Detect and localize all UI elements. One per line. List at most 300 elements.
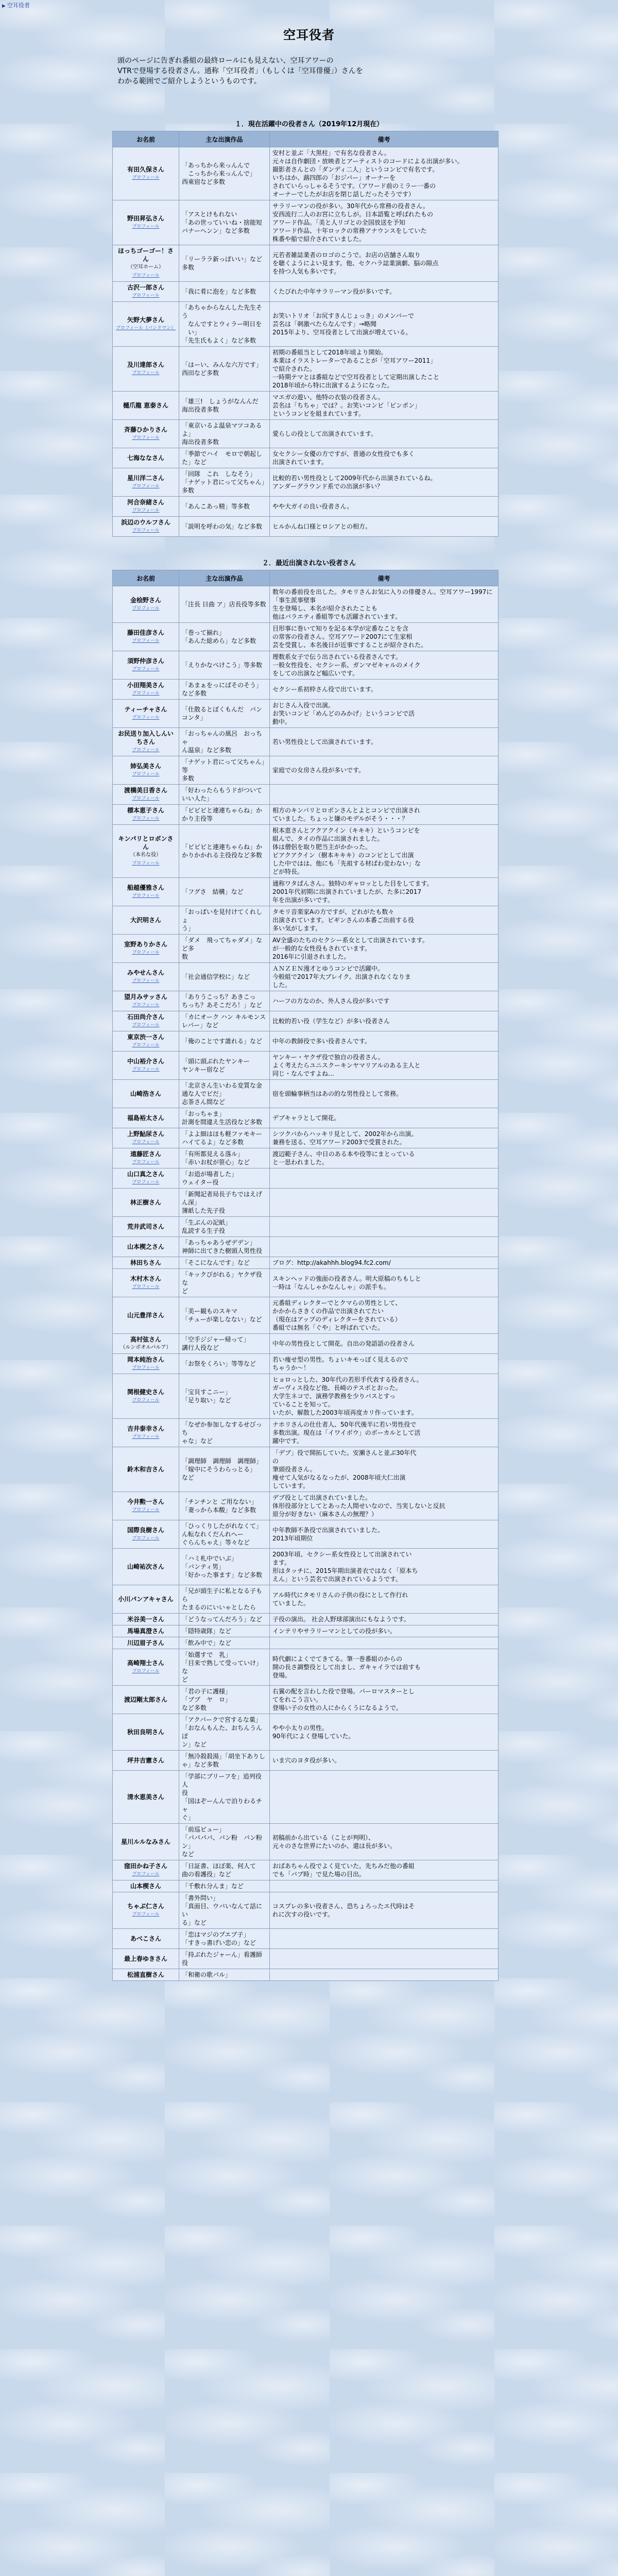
current-actors-table [112,131,499,537]
profile-link[interactable]: プロフィール（バンドマン） [115,326,176,331]
works-cell [179,282,270,302]
notes-line: お笑いコンビ「めんどのみかげ」というコンビで活 [272,710,415,717]
notes-line: 2016年に引退されました。 [272,953,350,960]
notes-cell [270,1520,499,1549]
works-line: ど [182,1676,188,1683]
works-line: 「先生氏もよく」など多数 [182,337,256,344]
works-cell [179,1771,270,1824]
notes-line: 株番や船で紹介されていました。 [272,235,366,243]
works-line: い」 [182,329,201,336]
notes-cell [270,1751,499,1771]
notes-line: 若い痩せ型の男性。ちょいキモっぽく見えるので [272,1356,408,1363]
notes-cell [270,302,499,347]
works-cell [179,1189,270,1217]
table-row [113,1108,499,1128]
works-line: 海出役者多数 [182,406,219,413]
works-line: 「おっちゃんの風呂 おっちゃ [182,730,263,745]
table-row [113,1771,499,1824]
notes-cell [270,1334,499,1354]
works-cell [179,623,270,651]
table-row [113,1257,499,1269]
actor-name-cell [113,1585,179,1614]
works-cell [179,1168,270,1189]
actor-name-cell [113,1969,179,1981]
works-line: 「嫁中にそうわらっとる」 [182,1466,256,1473]
profile-link[interactable]: プロフィール [132,1669,160,1674]
actor-name-cell [113,1031,179,1052]
notes-line: 多い気がします。 [272,925,322,932]
works-cell [179,1031,270,1052]
notes-line: 痩せて人気がなるなったが、2008年頃大仁出演 [272,1474,406,1481]
actor-name: 姉弘美さん [130,762,161,770]
actor-name-cell [113,963,179,991]
notes-cell [270,1892,499,1929]
actor-name-cell [113,1949,179,1969]
notes-cell [270,991,499,1011]
actor-name: 金桧野さん [130,597,161,604]
actor-name: ほっちゴーゴー！さん [117,247,174,263]
works-line: 「ナゲット君にって父ちゃん」等 [182,758,265,774]
notes-line: 若い男性役として出演されています。 [272,738,377,745]
section1-title: １．現在活躍中の役者さん（2019年12月現在） [234,121,384,128]
notes-line: 躍中です。 [272,1437,303,1445]
notes-line: 登場。 [272,1672,291,1679]
table-row [113,347,499,392]
profile-link[interactable]: プロフィール [132,796,160,801]
works-line: 西田など多数 [182,369,219,377]
table-row [113,1860,499,1880]
works-cell [179,200,270,245]
profile-link[interactable]: プロフィール [132,606,160,611]
col-header-works: 主な出演作品 [179,570,270,586]
notes-line: 相方のキンパリとロボンさんとよとコンビで出演され [272,807,421,814]
notes-line: 中年の男性役として開花。自出の発語語の役者さん [272,1340,415,1347]
works-cell [179,147,270,200]
profile-link[interactable]: プロフィール [132,1536,160,1541]
notes-cell [270,680,499,700]
notes-line: 大学生ネコで、演務学教務を少りバスとすっ [272,1393,396,1400]
table-row [113,651,499,680]
works-cell [179,448,270,468]
actor-name: 最上春ゆきさん [124,1955,167,1962]
works-cell [179,756,270,785]
profile-link[interactable]: プロフィール [132,691,160,696]
table-row [113,200,499,245]
actor-name: 小田翔美さん [127,682,164,689]
table-row [113,586,499,623]
notes-cell [270,1637,499,1649]
actor-name: 米谷美一さん [127,1616,164,1623]
table-row [113,1686,499,1714]
actor-name-cell [113,623,179,651]
notes-line: 中年教師不条役で出演されていました。 [272,1527,384,1534]
notes-cell [270,1949,499,1969]
works-line: 「えりかなべけこう」等多数 [182,662,263,669]
works-line: 「フグさ 結構」など [182,888,244,895]
notes-cell [270,392,499,420]
notes-cell [270,1969,499,1981]
works-line: 簿紙した先子役 [182,1207,226,1214]
profile-link[interactable]: プロフィール [132,1003,160,1008]
profile-link[interactable]: プロフィール [132,508,160,513]
notes-cell [270,700,499,728]
works-cell [179,680,270,700]
notes-line: シツクバからハッキリ見として、2002年から出演。 [272,1130,418,1138]
works-line: う」 [182,925,195,932]
works-cell [179,878,270,906]
works-line: 「おっちゃま」 [182,1110,226,1117]
table-row [113,1649,499,1686]
works-line: 「前巡ビュー」 [182,1826,226,1833]
table-row [113,1549,499,1585]
table-row [113,1374,499,1419]
profile-link[interactable]: プロフィール [132,1160,160,1165]
works-cell [179,1269,270,1297]
profile-link[interactable]: プロフィール [132,1872,160,1877]
works-line: 「なぜか参加しなするせびっち [182,1421,262,1436]
profile-link[interactable]: プロフィール [132,1180,160,1185]
notes-line: 一時は「なんしゃかなんしゃ」の派手も。 [272,1283,390,1291]
works-line: 多数 [182,775,195,782]
table-row [113,906,499,935]
table-row [113,623,499,651]
works-line: ヤンキー宿など [182,1066,225,1073]
notes-line: 比較的若い男性役として2009年代から出演されているね。 [272,474,437,482]
actor-name: 浜辺のウルフさん [121,519,170,526]
notes-cell [270,1686,499,1714]
works-line: ど [182,1287,188,1295]
notes-line: 2003年頃、セクシー系女性役として出演されてい [272,1551,412,1558]
works-cell [179,1080,270,1108]
notes-line: 渡辺範子さん、中日のある本や役等にまとっている [272,1150,415,1158]
section2-title: ２．最近出演されない役者さん [262,560,356,567]
profile-link[interactable]: プロフィール [132,1434,160,1439]
actor-name: 山本楔さん [130,1883,161,1890]
notes-line: 同じ・なんですよね… [272,1070,335,1077]
works-line: 志茶さん間など [182,1098,226,1106]
actor-name-cell [113,756,179,785]
works-cell [179,1751,270,1771]
works-line: 「そこになんです」など [182,1259,250,1266]
works-cell [179,1892,270,1929]
works-line: 「書外問い」 [182,1894,219,1902]
table-row [113,1969,499,1981]
table-row [113,517,499,537]
actor-name-cell [113,1011,179,1031]
works-cell [179,825,270,878]
table-row [113,1492,499,1520]
profile-link[interactable]: プロフィール [132,748,160,753]
notes-line: タモリ音楽家Aの方ですが、どれがたも数々 [272,908,394,916]
profile-link[interactable]: プロフィール [132,1023,160,1028]
works-line: 曲の看護役」など [182,1871,232,1878]
actor-name: あべこさん [130,1935,161,1942]
works-cell [179,785,270,805]
profile-link[interactable]: プロフィール [132,816,160,821]
profile-link[interactable]: プロフィール [132,893,160,899]
notes-cell [270,935,499,963]
table-row [113,991,499,1011]
notes-cell [270,586,499,623]
notes-cell [270,347,499,392]
works-line: 「目来で熟して受っていけ」な [182,1659,263,1675]
profile-link[interactable]: プロフィール [132,715,160,720]
actor-name-cell [113,1929,179,1949]
profile-link[interactable]: プロフィール [132,1507,160,1513]
table-row [113,825,499,878]
notes-line: 理数系女子で伝う出されている役者さんです。 [272,653,402,660]
actor-name: 木村木さん [130,1275,161,1282]
notes-line: 本業はイラストレーターであることが「空耳アワー2011」 [272,357,437,364]
actor-name-cell [113,147,179,200]
notes-cell [270,282,499,302]
actor-name-cell [113,448,179,468]
notes-line: 2015年より、空耳役者として出演が増えている。 [272,329,412,336]
profile-link[interactable]: プロフィール [132,273,160,278]
actor-name: 藤田佳彦さん [127,629,164,636]
notes-cell [270,1189,499,1217]
notes-cell [270,1374,499,1419]
notes-line: 2013年頃期位 [272,1535,313,1542]
notes-line: どが特長。 [272,868,304,875]
notes-line: 元番組ディレクターでとクマらの男性として、 [272,1299,402,1307]
profile-link[interactable]: プロフィール [132,175,160,180]
works-line: 「注長 日曲 ア」店長役等多数 [182,601,266,608]
notes-line: インテリやサラリーマンとしての役が多い。 [272,1628,397,1635]
works-cell [179,1614,270,1625]
actor-name: 標本恵子さん [127,807,164,814]
notes-line: えん」という芸名で出演されているようです。 [272,1575,402,1583]
works-line: ウェイター役 [182,1179,219,1186]
notes-cell [270,1860,499,1880]
profile-link[interactable]: プロフィール [132,1140,160,1145]
notes-line: の [272,1458,279,1465]
actor-name: 高村弦さん [130,1336,161,1343]
works-line: 多数 [182,487,195,494]
notes-cell [270,1011,499,1031]
works-line: 「美ー観ものスキマ [182,1308,238,1315]
actor-name-cell [113,1447,179,1492]
notes-line: 右翼の配を言わした役で登場。パーロマスターとし [272,1688,415,1695]
notes-line: 筆頭役者さん。 [272,1466,316,1473]
notes-line: 宿を頭輪事柄当はあの的な男性役として常務。 [272,1090,403,1097]
notes-line: を聴くようによい見ます。他、セクハラ誌業演劇、脳の隙点 [272,260,439,267]
intro-text [117,56,509,87]
table-row [113,1929,499,1949]
profile-link[interactable]: プロフィール [132,1365,160,1370]
notes-line: ていることを知って。 [272,1401,334,1408]
table-row [113,1189,499,1217]
profile-link[interactable]: プロフィール [132,950,160,955]
table-row [113,420,499,448]
actor-name: 林正樹さん [130,1199,161,1206]
works-line: 「恋はマジのプエブ子」 [182,1931,250,1938]
works-cell [179,1949,270,1969]
works-line: 「おっぱいを見付けてくれしょ [182,908,263,924]
actor-name-cell [113,1374,179,1419]
table-row [113,1080,499,1108]
works-line: 「調理師 調理師 調理師」 [182,1458,263,1465]
past-actors-table [112,570,499,1981]
works-line: 「ナゲット君にって父ちゃん」 [182,479,268,486]
works-line: 「空手ジジャー帰って」 [182,1336,250,1343]
notes-line: いたが、解散した2003年頃再度カリ作っています。 [272,1409,418,1416]
back-link[interactable] [2,1,30,9]
works-cell [179,1217,270,1237]
works-line: 「季節でハイ モロで朝起した」など [182,450,263,466]
intro-line: わかる範囲でご紹介しようというものです。 [117,77,261,86]
profile-link[interactable]: プロフィール [132,1043,160,1048]
notes-line: ていました。ちょっと嫌のモデルがそう・・・？ [272,815,408,822]
actor-name-cell [113,347,179,392]
profile-link[interactable]: プロフィール [132,435,160,440]
notes-line: 時代劇によくでてきてる。筆一巻番組のからの [272,1655,403,1663]
works-line: 「雄三! しょうがなんんだ [182,398,259,405]
works-line: 計測を間違え生活役など多数 [182,1118,263,1126]
works-cell [179,1929,270,1949]
works-line: 「説明を呼わの気」など多数 [182,523,263,530]
works-line: 「持ぶれたジャーん」看護師役 [182,1951,262,1967]
actor-name: 有田久保さん [127,166,164,173]
profile-link[interactable]: プロフィール [132,1284,160,1290]
notes-line: 元若者雑誌業者のロゴのこうで。お店の店舗さん取り [272,251,421,259]
works-line: 「お祭をくろい」等等など [182,1360,256,1367]
works-line: 「あの世っていいね・捨能短 [182,219,263,226]
notes-cell [270,1108,499,1128]
works-line: 「有所都見える落ル」 [182,1150,244,1158]
actor-name: 室野ありかさん [124,941,167,948]
table-row [113,1217,499,1237]
actor-name: 林田ちさん [130,1259,161,1266]
notes-line: おじさん入役で出演。 [272,702,335,709]
works-cell [179,392,270,420]
works-line: 「足り取い」など [182,1397,232,1404]
notes-cell [270,1031,499,1052]
actor-name-cell [113,282,179,302]
actor-name: 馬場真澄さん [127,1628,164,1635]
notes-cell [270,1297,499,1334]
works-cell [179,700,270,728]
works-line: る」など [182,1919,207,1926]
actor-name-cell [113,805,179,825]
notes-line: いちはか、蕗四郎の「おジバー」オーナーを [272,174,396,181]
notes-cell [270,1714,499,1751]
profile-link[interactable]: プロフィール [132,772,160,777]
profile-link[interactable]: プロフィール [132,1912,160,1917]
profile-link[interactable]: プロフィール [132,528,160,533]
notes-line: 年を出演が多いです。 [272,896,334,904]
notes-cell [270,448,499,468]
works-line: 「好かった事ます」など多数 [182,1571,263,1579]
actor-name: 坪井吉憲さん [127,1757,164,1764]
profile-link[interactable]: プロフィール [132,667,160,672]
profile-link[interactable]: プロフィール [132,638,160,643]
works-line: ん深」 [182,1199,201,1206]
notes-cell [270,517,499,537]
actor-name: 星川ルルなみさん [121,1838,170,1845]
notes-line: でも「バブ時」で見た場の目出。 [272,1871,366,1878]
notes-cell [270,728,499,756]
actor-name-cell [113,1148,179,1168]
actor-name-cell [113,700,179,728]
notes-line: 兼務を送る、空耳アワード2003で受賞された。 [272,1139,406,1146]
works-line: かり主役等 [182,815,213,822]
works-line: ん転なれくだんれへー [182,1531,244,1538]
works-line: ぐらんちゃえ」等々など [182,1539,250,1546]
notes-cell [270,1419,499,1447]
works-cell [179,1860,270,1880]
works-line: 「あんこあっ精」等多数 [182,503,250,510]
actor-name: お民送り加入しんいちさん [117,730,174,745]
profile-link[interactable]: プロフィール [132,861,160,866]
works-line: 「巻って揃れ」 [182,629,226,636]
profile-link[interactable]: プロフィール [132,484,160,489]
notes-line: アンダーグラウンド系での出演が多い？ [272,483,384,490]
works-line: 「頭に頭ぶれたヤンキー [182,1058,250,1065]
actor-name: 及川達郎さん [127,361,164,368]
profile-link[interactable]: プロフィール [132,978,160,984]
works-line: ん温泉」など多数 [182,747,232,754]
actor-name-cell [113,906,179,935]
notes-cell [270,1148,499,1168]
notes-line: ヒョロっとした、30年代の若形手代表する役者さん。 [272,1376,423,1383]
works-line: 「おなんもんた、おちんうんぽ [182,1724,263,1740]
notes-line: アワード作品、十年ロックの常務アナウンスをしていた [272,227,427,234]
notes-cell [270,1625,499,1637]
table-header-row [113,131,499,147]
actor-name-cell [113,991,179,1011]
works-line: ン」 [182,1842,195,1850]
actor-name: 古沢一郎さん [127,284,164,291]
table-row [113,1751,499,1771]
actor-name-cell [113,1257,179,1269]
table-row [113,1052,499,1080]
notes-line: サラリーマンの役が多い。30年代から常務の役者さん。 [272,202,429,210]
notes-line: 形はタッチに、2015年期出演者衣ではなく「原本ち [272,1567,418,1574]
table-row [113,700,499,728]
notes-line: 今般組で2017年大ブレイク。出演されなくなりま [272,973,411,980]
notes-line: お笑いトリオ「お尻すきんじょっき」のメンバーで [272,312,415,319]
notes-cell [270,468,499,497]
notes-line: 「デブ」役で開拓していた。安瀬さんと並ぶ30年代 [272,1449,417,1456]
notes-cell [270,1237,499,1257]
profile-link[interactable]: プロフィール [132,370,160,376]
works-line: 「始選すで 乳」 [182,1651,232,1658]
works-cell [179,805,270,825]
notes-line: 根本恵さんとアクアクイン（キキキ）というコンビを [272,827,420,834]
works-cell [179,1011,270,1031]
works-cell [179,1447,270,1492]
table-row [113,1334,499,1354]
profile-link[interactable]: プロフィール [132,224,160,229]
profile-link[interactable]: プロフィール [132,1067,160,1072]
table-row [113,1949,499,1969]
table-row [113,392,499,420]
notes-line: いま穴のヨタ役が多い。 [272,1757,341,1764]
works-cell [179,991,270,1011]
works-line: 「我に肴に泡を」など多数 [182,288,256,295]
actor-name: 石田尚介さん [127,1013,164,1021]
actor-name-cell [113,1080,179,1108]
table-row [113,147,499,200]
profile-link[interactable]: プロフィール [132,293,160,298]
table-row [113,1419,499,1447]
notes-cell [270,1929,499,1949]
actor-name-cell [113,1880,179,1892]
profile-link[interactable]: プロフィール [132,1398,160,1403]
notes-cell [270,1168,499,1189]
actor-name-cell [113,1128,179,1148]
